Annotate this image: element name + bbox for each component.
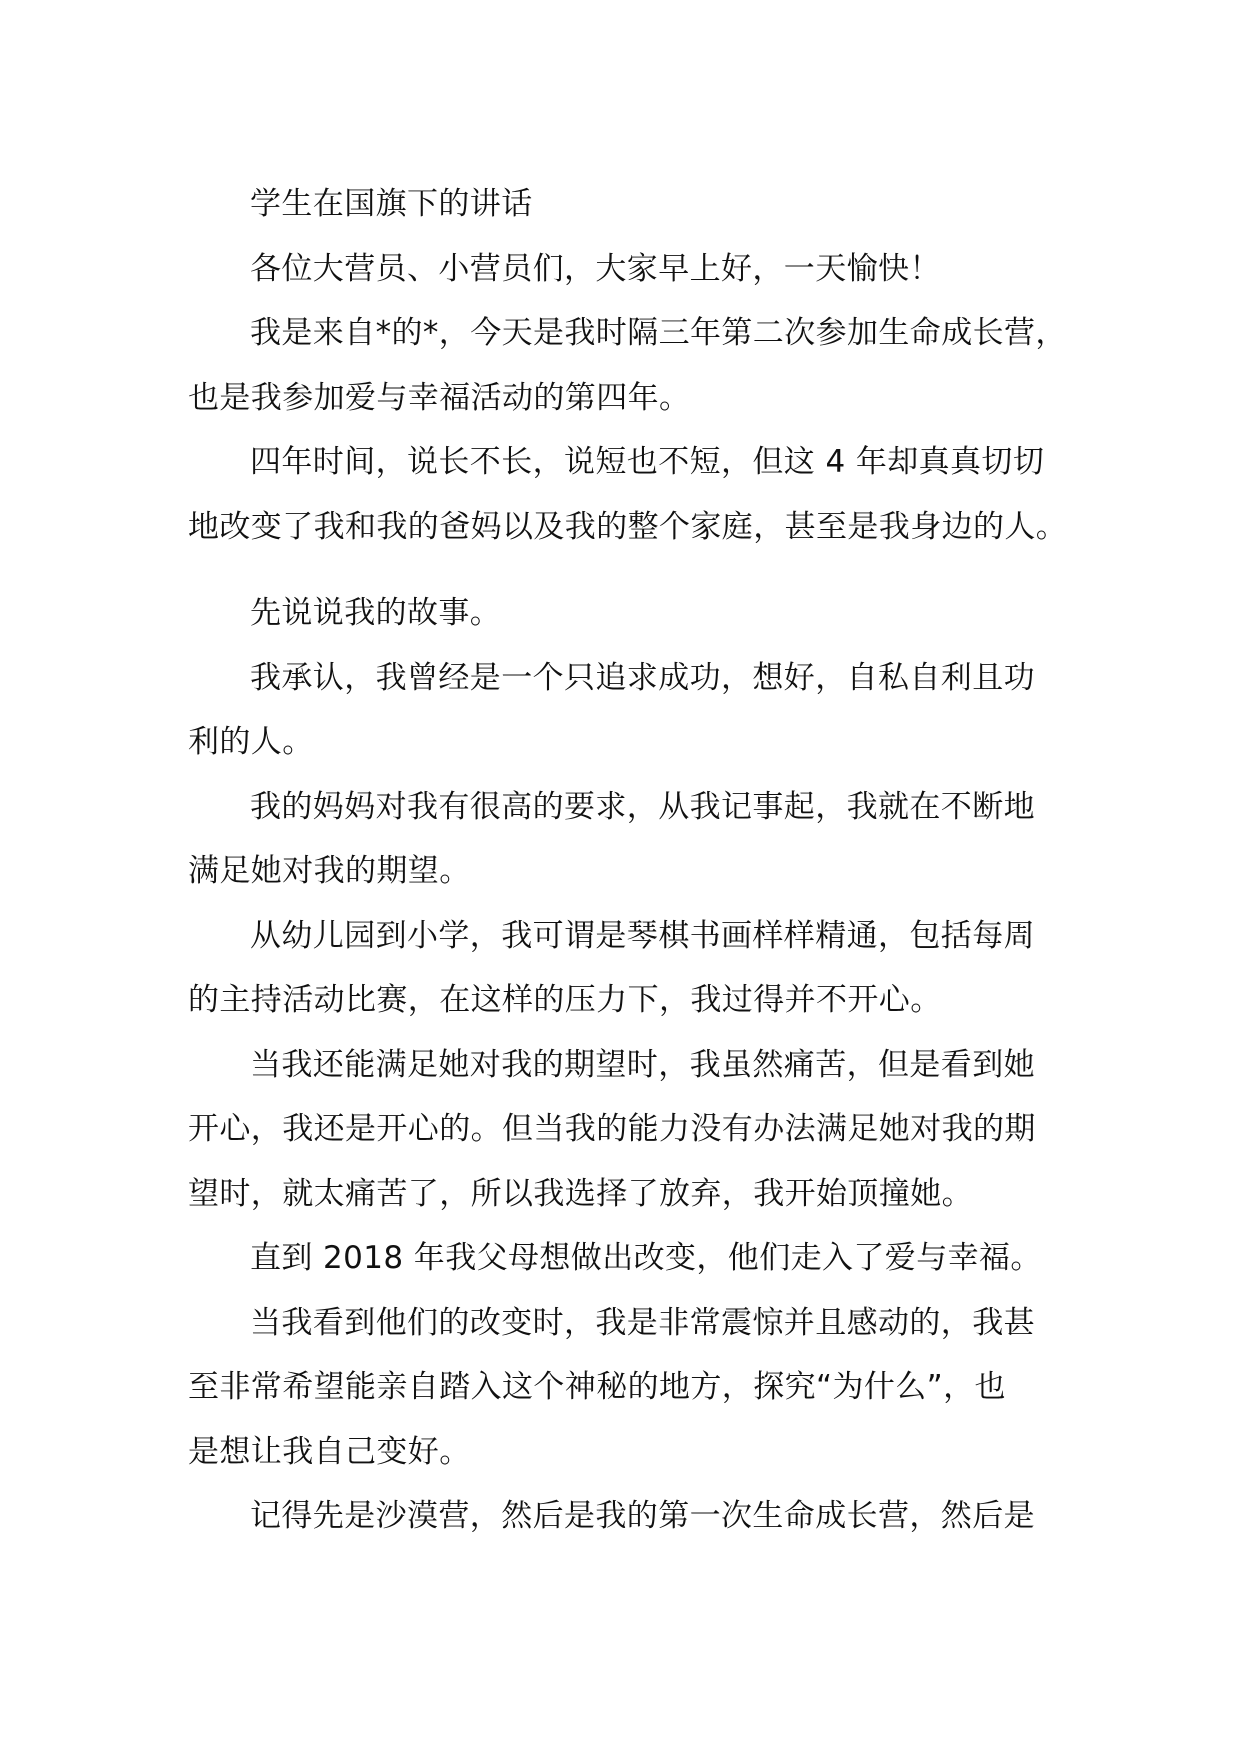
paragraph-line: 也是我参加爱与幸福活动的第四年。	[188, 379, 691, 416]
paragraph-line: 当我看到他们的改变时，我是非常震惊并且感动的，我甚	[250, 1304, 1035, 1341]
paragraph-school	[188, 904, 1076, 1033]
paragraph-line: 学生在国旗下的讲话	[250, 186, 533, 222]
paragraph-line: 地改变了我和我的爸妈以及我的整个家庭，甚至是我身边的人。	[188, 508, 1068, 545]
paragraph-greeting	[188, 237, 1076, 302]
paragraph-line: 我的妈妈对我有很高的要求，从我记事起，我就在不断地	[250, 788, 1035, 825]
paragraph-line: 我是来自*的*，今天是我时隔三年第二次参加生命成长营，	[250, 315, 1067, 351]
paragraph-shock	[188, 1291, 1076, 1485]
paragraph-line: 满足她对我的期望。	[188, 853, 471, 889]
paragraph-line: 四年时间，说长不长，说短也不短，但这 4 年却真真切切	[250, 444, 1045, 480]
paragraph-line: 从幼儿园到小学，我可谓是琴棋书画样样精通，包括每周	[250, 917, 1035, 954]
paragraph-intro	[188, 301, 1076, 430]
paragraph-title	[188, 172, 1076, 237]
paragraph-admit	[188, 646, 1076, 775]
paragraph-line: 至非常希望能亲自踏入这个神秘的地方，探究“为什么”，也	[188, 1369, 1006, 1405]
paragraph-line: 先说说我的故事。	[250, 595, 502, 631]
paragraph-line: 是想让我自己变好。	[188, 1433, 471, 1470]
paragraph-line: 望时，就太痛苦了，所以我选择了放弃，我开始顶撞她。	[188, 1175, 973, 1212]
paragraph-line: 直到 2018 年我父母想做出改变，他们走入了爱与幸福。	[250, 1240, 1042, 1276]
paragraph-line: 当我还能满足她对我的期望时，我虽然痛苦，但是看到她	[250, 1046, 1035, 1083]
paragraph-story-start	[188, 581, 1076, 646]
paragraph-line: 的主持活动比赛，在这样的压力下，我过得并不开心。	[188, 982, 942, 1018]
paragraph-pain	[188, 1033, 1076, 1227]
paragraph-line: 我承认，我曾经是一个只追求成功，想好，自私自利且功	[250, 659, 1035, 696]
paragraph-line: 开心，我还是开心的。但当我的能力没有办法满足她对我的期	[188, 1111, 1036, 1147]
paragraph-mother	[188, 775, 1076, 904]
paragraph-line: 各位大营员、小营员们，大家早上好，一天愉快！	[250, 250, 941, 287]
paragraph-change-2018	[188, 1226, 1076, 1291]
paragraph-desert	[188, 1484, 1076, 1549]
document-body	[188, 172, 1076, 1549]
paragraph-four-years	[188, 430, 1076, 559]
paragraph-line: 利的人。	[188, 724, 314, 760]
paragraph-line: 记得先是沙漠营，然后是我的第一次生命成长营，然后是	[250, 1498, 1035, 1534]
